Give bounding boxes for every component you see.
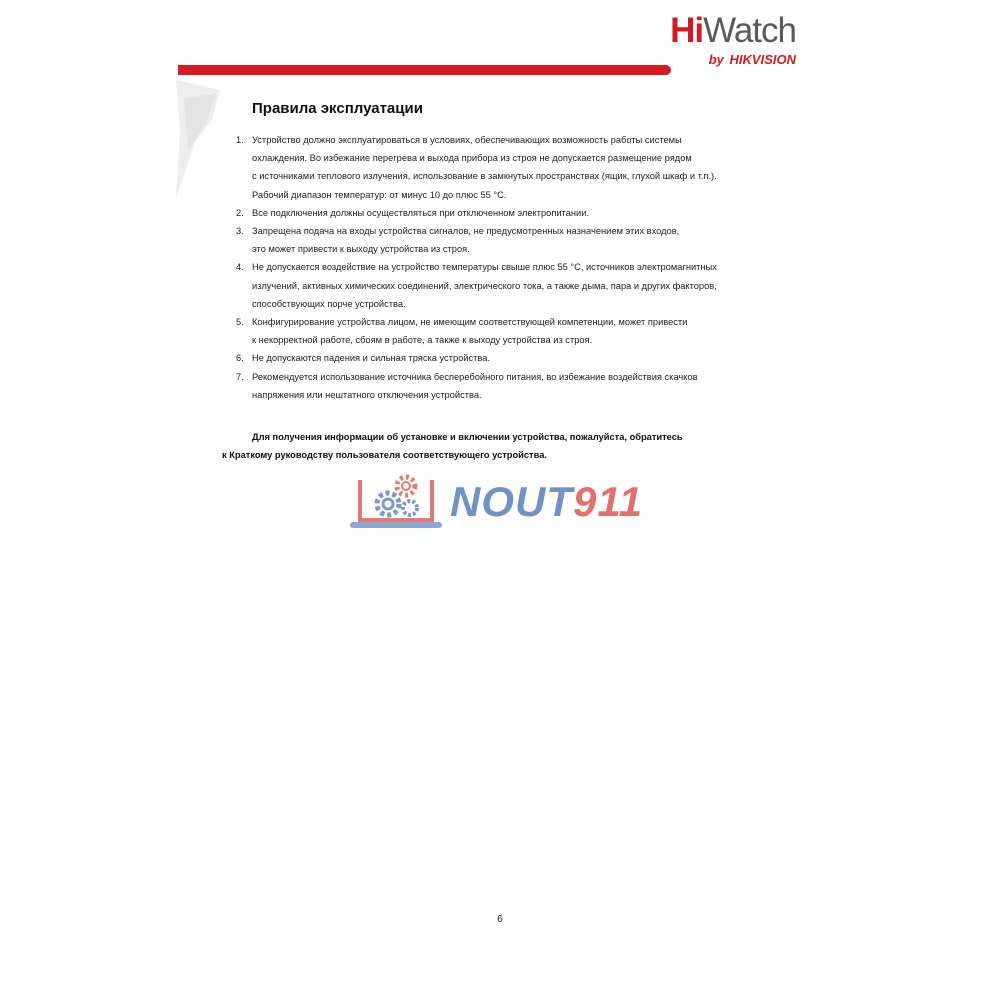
- info-line: к Краткому руководству пользователя соответствующего устройства.: [222, 450, 547, 460]
- brand-by: by: [708, 52, 724, 67]
- info-paragraph: [222, 428, 683, 464]
- list-item-line: Все подключения должны осуществляться при отключенном электропитании.: [252, 207, 589, 218]
- list-item-line: Не допускается воздействие на устройство температуры свыше плюс 55 °C, источников электромагнитных: [252, 262, 717, 273]
- list-item-line: Рекомендуется использование источника бесперебойного питания, во избежание воздействия скачков: [252, 371, 698, 382]
- list-item: [236, 131, 776, 204]
- list-item-number: 5.: [236, 317, 244, 328]
- watermark: [348, 466, 658, 534]
- list-item-line: Устройство должно эксплуатироваться в условиях, обеспечивающих возможность работы системы: [252, 135, 682, 145]
- list-item: [236, 204, 776, 222]
- list-item-number: 3.: [236, 226, 244, 237]
- list-item-number: 2.: [236, 207, 244, 218]
- list-item: [236, 313, 776, 349]
- rules-list: [236, 131, 776, 404]
- list-item: [236, 349, 776, 367]
- brand-subline: [670, 52, 796, 67]
- list-item-line: охлаждения. Во избежание перегрева и выхода прибора из строя не допускается размещение рядом: [252, 153, 692, 164]
- list-item-line: напряжения или нештатного отключения устройства.: [252, 389, 482, 400]
- page-title: Правила эксплуатации: [252, 100, 423, 117]
- list-item-line: излучений, активных химических соединений, электрического тока, а также дыма, пара и других факторов,: [252, 280, 717, 291]
- page-number: 6: [497, 914, 503, 925]
- list-item-number: 4.: [236, 262, 244, 273]
- brand-watch: Watch: [703, 11, 796, 50]
- list-item: [236, 222, 776, 258]
- list-item-line: с источниками теплового излучения, использование в замкнутых пространствах (ящик, глухой шкаф и т.п.).: [252, 171, 717, 182]
- info-line: Для получения информации об установке и включении устройства, пожалуйста, обратитесь: [252, 432, 683, 442]
- list-item-number: 1.: [236, 135, 244, 145]
- list-item-line: к некорректной работе, сбоям в работе, а также к выходу устройства из строя.: [252, 335, 593, 346]
- watermark-text-b: 911: [573, 478, 643, 525]
- watermark-text: [450, 478, 643, 526]
- list-item-number: 6.: [236, 353, 244, 364]
- hiwatch-logo: [670, 12, 796, 67]
- header-red-stripe: [178, 65, 671, 75]
- list-item-line: Запрещена подача на входы устройства сигналов, не предусмотренных назначением этих входов,: [252, 226, 680, 237]
- list-item-line: Конфигурирование устройства лицом, не имеющим соответствующей компетенции, может привести: [252, 317, 688, 328]
- brand-hi: Hi: [670, 11, 704, 50]
- watermark-text-a: NOUT: [450, 478, 573, 525]
- list-item: [236, 368, 776, 404]
- brand-wordmark: [670, 12, 796, 50]
- list-item-line: Рабочий диапазон температур: от минус 10 до плюс 55 °C.: [252, 189, 507, 200]
- decorative-shade-icon: [176, 80, 222, 198]
- list-item-number: 7.: [236, 371, 244, 382]
- brand-hikvision: HIKVISION: [729, 52, 796, 67]
- list-item-line: это может привести к выходу устройства из строя.: [252, 244, 470, 255]
- list-item-line: Не допускаются падения и сильная тряска устройства.: [252, 353, 490, 364]
- list-item: [236, 258, 776, 313]
- gears-monitor-icon: [348, 466, 444, 534]
- list-item-line: способствующих порче устройства.: [252, 298, 406, 309]
